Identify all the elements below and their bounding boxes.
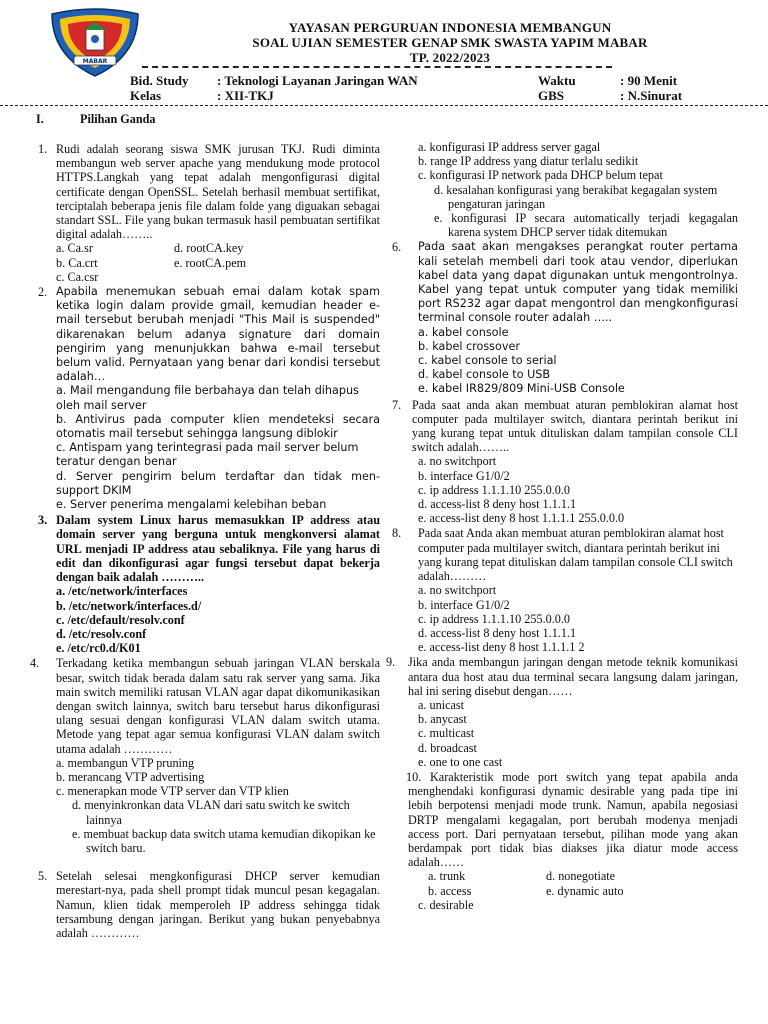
option[interactable]: d. menyinkronkan data VLAN dari satu switch ke switch lainnya xyxy=(72,798,350,827)
option[interactable]: c. ip address 1.1.1.10 255.0.0.0 xyxy=(418,482,570,497)
option[interactable]: d. access-list 8 deny host 1.1.1.1 xyxy=(418,625,577,640)
option[interactable]: b. interface G1/0/2 xyxy=(418,468,510,483)
time-value: : 90 Menit xyxy=(620,73,678,88)
option[interactable]: e. kabel IR829/809 Mini-USB Console xyxy=(418,382,625,396)
option[interactable]: d. broadcast xyxy=(418,740,477,755)
option[interactable]: c. menerapkan mode VTP server dan VTP klien xyxy=(56,784,289,799)
question-9: 9. Jika anda membangun jaringan dengan metode teknik komunikasi antara dua host atau dua terminal secara langsung dalam jaringan, hal ini sering disebut dengan…… a. unicast b. anycast c. multicast d. broadcast e. one to one cast xyxy=(386,655,738,769)
option[interactable]: a. kabel console xyxy=(418,325,509,339)
option[interactable]: a. membangun VTP pruning xyxy=(56,755,195,770)
header-divider-top xyxy=(142,66,612,68)
study-label: Bid. Study xyxy=(130,73,189,88)
option[interactable]: e. membuat backup data switch utama kemudian dikopikan ke switch baru. xyxy=(72,826,376,855)
option[interactable]: e. /etc/rc0.d/K01 xyxy=(56,641,141,656)
option[interactable]: d. /etc/resolv.conf xyxy=(56,626,147,641)
exam-header xyxy=(0,0,768,110)
question-3: 3. Dalam system Linux harus memasukkan IP address atau domain server yang berguna untuk mengkonversi alamat URL menjadi IP address atau sebaliknya. File yang harus di edit dan dikonfigurasi agar fungsi tersebut dapat bekerja dengan baik adalah ……….. a. /etc/network/interfaces b. /etc/network/interfaces.d/ c. /etc/default/resolv.conf d. /etc/resolv.conf e. /etc/rc0.d/K01 xyxy=(38,513,380,656)
option[interactable]: d. nonegotiate xyxy=(546,869,616,884)
option[interactable]: d. Server pengirim belum terdaftar dan tidak men-support DKIM xyxy=(56,469,380,497)
option[interactable]: a. Ca.sr xyxy=(56,241,93,256)
question-2: 2. Apabila menemukan sebuah emai dalam kotak spam ketika login dalam provide gmail, kemudian header e-mail tersebut berubah menjadi "This Mail is suspended" dikarenakan belum adanya signature dari domain pengirim yang menunjukkan bahwa e-mail tersebut belum valid. Pernyataan yang benar dari kondisi tersebut adalah… a. Mail mengandung file berbahaya dan telah dihapus oleh mail server b. Antivirus pada computer klien mendeteksi secara otomatis mail tersebut sehingga langsung diblokir c. Antispam yang terintegrasi pada mail server belum teratur dengan benar d. Server pengirim belum terdaftar dan tidak men-support DKIM e. Server penerima mengalami kelebihan beban xyxy=(38,285,380,512)
option[interactable]: e. access-list deny 8 host 1.1.1.1 2 xyxy=(418,640,585,655)
option[interactable]: b. Ca.crt xyxy=(56,255,98,270)
question-8: 8. Pada saat Anda akan membuat aturan pemblokiran alamat host computer pada multilayer switch, diantara perintah berikut ini yang kurang tepat dituliskan dalam tampilan console CLI switch adalah……… a. no switchport b. interface G1/0/2 c. ip address 1.1.1.10 255.0.0.0 d. access-list 8 deny host 1.1.1.1 e. access-list deny 8 host 1.1.1.1 2 xyxy=(392,526,738,654)
option[interactable]: e. access-list deny 8 host 1.1.1.1 255.0.0.0 xyxy=(418,511,625,526)
option[interactable]: a. konfigurasi IP address server gagal xyxy=(418,140,601,154)
teacher-value: : N.Sinurat xyxy=(620,88,683,103)
option[interactable]: e. rootCA.pem xyxy=(174,255,247,270)
option[interactable]: c. multicast xyxy=(418,726,475,741)
option[interactable]: a. no switchport xyxy=(418,583,497,598)
question-10: 10. Karakteristik mode port switch yang tepat apabila anda menghendaki konfigurasi dynamic desirable yang pada tipe ini lebih berpotensi menjadi mode trunk. Namun, apabila negosiasi DRTP mengalami kegagalan, port berubah modenya menjadi access port. Dari pernyataan tersebut, pilihan mode yang akan berdampak port tidak bias diakses jika diatur mode access adalah…… a. trunk d. nonegotiate b. access e. dynamic auto c. desirable xyxy=(406,769,738,912)
option[interactable]: c. Antispam yang terintegrasi pada mail server belum teratur dengan benar xyxy=(56,441,359,469)
time-label: Waktu xyxy=(538,73,576,88)
option[interactable]: e. Server penerima mengalami kelebihan beban xyxy=(56,498,327,512)
class-label: Kelas xyxy=(130,88,162,103)
class-value: : XII-TKJ xyxy=(217,88,274,103)
option[interactable]: a. trunk xyxy=(428,869,466,884)
option[interactable]: a. unicast xyxy=(418,697,465,712)
option[interactable]: a. /etc/network/interfaces xyxy=(56,584,188,599)
option[interactable]: d. kesalahan konfigurasi yang berakibat kegagalan system pengaturan jaringan xyxy=(434,182,718,211)
option[interactable]: d. kabel console to USB xyxy=(418,368,551,382)
option[interactable]: a. no switchport xyxy=(418,454,497,469)
option[interactable]: b. anycast xyxy=(418,712,467,727)
option[interactable]: b. interface G1/0/2 xyxy=(418,597,510,612)
option[interactable]: b. kabel crossover xyxy=(418,339,520,353)
question-5: 5. Setelah selesai mengkonfigurasi DHCP server kemudian merestart-nya, pada shell prompt tidak muncul pesan kegagalan. Namun, klien tidak memperoleh IP address sehingga tidak tersambung dengan jaringan. Berikut yang bukan penyebabnya adalah ………… xyxy=(38,869,380,940)
right-column xyxy=(386,140,738,913)
option[interactable]: e. konfigurasi IP secara automatically terjadi kegagalan karena system DHCP server tidak ditemukan xyxy=(434,211,738,240)
option[interactable]: b. Antivirus pada computer klien mendeteksi secara otomatis mail tersebut sehingga langsung diblokir xyxy=(56,412,380,441)
option[interactable]: b. range IP address yang diatur terlalu sedikit xyxy=(418,154,639,169)
option[interactable]: c. Ca.csr xyxy=(56,269,99,284)
option[interactable]: c. desirable xyxy=(418,897,474,912)
option[interactable]: d. access-list 8 deny host 1.1.1.1 xyxy=(418,497,577,512)
option[interactable]: c. konfigurasi IP network pada DHCP belum tepat xyxy=(418,168,663,183)
option[interactable]: e. one to one cast xyxy=(418,754,503,769)
foundation-name: YAYASAN PERGURUAN INDONESIA MEMBANGUN xyxy=(288,20,612,35)
question-5-options xyxy=(392,140,738,239)
school-year: TP. 2022/2023 xyxy=(409,50,491,65)
option[interactable]: e. dynamic auto xyxy=(546,883,624,898)
question-7: 7. Pada saat anda akan membuat aturan pemblokiran alamat host computer pada multilayer switch, diantara perintah berikut ini yang kurang tepat untuk dituliskan dalam tampilan console CLI switch adalah…….. a. no switchport b. interface G1/0/2 c. ip address 1.1.1.10 255.0.0.0 d. access-list 8 deny host 1.1.1.1 e. access-list deny 8 host 1.1.1.1 255.0.0.0 xyxy=(392,397,738,526)
option[interactable]: c. ip address 1.1.1.10 255.0.0.0 xyxy=(418,611,570,626)
option[interactable]: b. merancang VTP advertising xyxy=(56,769,205,784)
logo-label: MABAR xyxy=(82,58,108,65)
question-1: 1. Rudi adalah seorang siswa SMK jurusan TKJ. Rudi diminta membangun web server apache yang mendukung mode protocol HTTPS.Langkah yang tepat adalah mengonfigurasi digital certificate dengan OpenSSL. Setelah berhasil membuat sertifikat, terciptalah beberapa jenis file dalam folde yang diguakan sebagai standart SSL. File yang bukan termasuk hasil pembuatan sertifikat digital adalah…….. a. Ca.sr d. rootCA.key b. Ca.crt e. rootCA.pem c. Ca.csr xyxy=(38,142,380,284)
option[interactable]: d. rootCA.key xyxy=(174,241,244,256)
teacher-label: GBS xyxy=(538,88,565,103)
left-column xyxy=(30,112,380,941)
section-heading xyxy=(30,112,380,126)
question-4: 4. Terkadang ketika membangun sebuah jaringan VLAN berskala besar, switch tidak berada dalam satu rak server yang sama. Jika main switch memiliki ratusan VLAN agar dapat dikomunikasikan dengan switch lainnya, switch baru tersebut harus dikonfigurasi ulang sesuai dengan konfigurasi VLAN dalam switch utama. Metode yang tepat agar semua konfigurasi VLAN dalam switch utama adalah ………… a. membangun VTP pruning b. merancang VTP advertising c. menerapkan mode VTP server dan VTP klien d. menyinkronkan data VLAN dari satu switch ke switch lainnya e. membuat backup data switch utama kemudian dikopikan ke switch baru. xyxy=(30,656,380,855)
exam-title: SOAL UJIAN SEMESTER GENAP SMK SWASTA YAPIM MABAR xyxy=(252,35,648,50)
header-divider-bottom xyxy=(0,105,768,106)
section-title: Pilihan Ganda xyxy=(80,112,156,126)
school-logo-icon xyxy=(48,6,142,78)
option[interactable]: b. /etc/network/interfaces.d/ xyxy=(56,598,202,613)
option[interactable]: b. access xyxy=(428,883,472,898)
option[interactable]: c. kabel console to serial xyxy=(418,354,557,368)
section-number: I. xyxy=(36,112,44,126)
study-value: : Teknologi Layanan Jaringan WAN xyxy=(217,73,418,88)
option[interactable]: a. Mail mengandung file berbahaya dan telah dihapus oleh mail server xyxy=(56,384,359,412)
option[interactable]: c. /etc/default/resolv.conf xyxy=(56,612,185,627)
question-6: 6. Pada saat akan mengakses perangkat router pertama kali setelah membeli dari took atau vendor, diperlukan kabel data yang dapat digunakan untuk mengontrolnya. Kabel yang tepat untuk computer yang tidak memiliki port RS232 agar dapat mengontrol dan mengkonfigurasi terminal console router adalah ….. a. kabel console b. kabel crossover c. kabel console to serial d. kabel console to USB e. kabel IR829/809 Mini-USB Console xyxy=(392,240,738,396)
